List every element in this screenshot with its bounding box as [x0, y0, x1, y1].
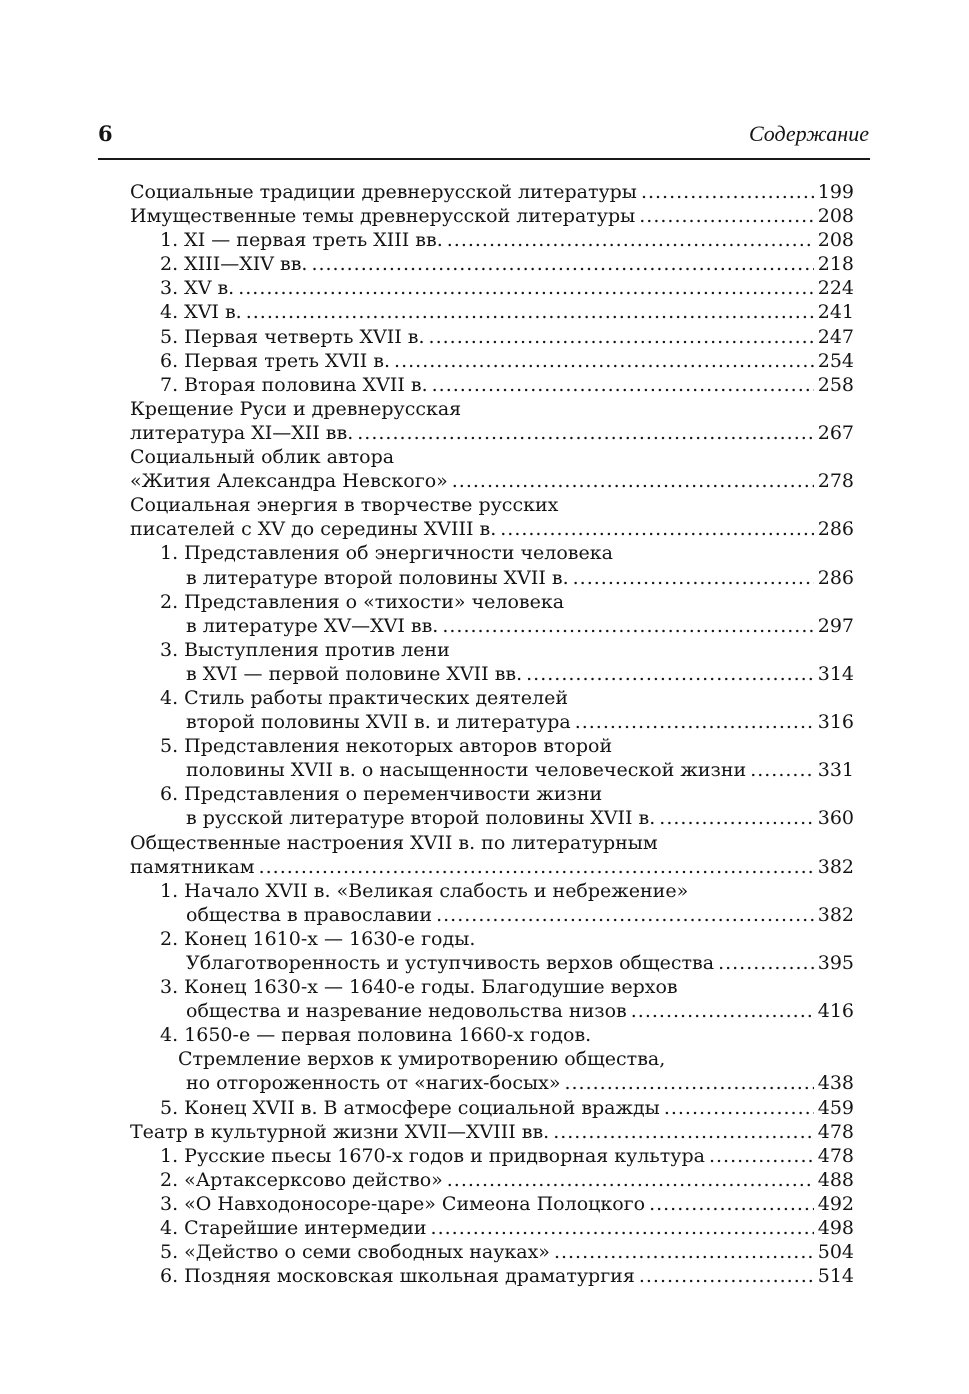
dot-leader — [526, 662, 814, 686]
toc-entry — [130, 1192, 854, 1216]
toc-entry — [130, 1240, 854, 1264]
dot-leader — [564, 1071, 814, 1095]
toc-entry-page: 254 — [817, 349, 854, 372]
toc-entry-title: общества в православии — [186, 903, 433, 926]
toc-entry-page: 286 — [817, 566, 854, 589]
toc-entry-title: 1. Русские пьесы 1670-х годов и придворная культура — [160, 1144, 705, 1167]
dot-leader — [553, 1120, 814, 1144]
toc-entry — [130, 1023, 854, 1047]
toc-entry-title: в литературе XV—XVI вв. — [186, 614, 439, 637]
toc-entry — [130, 1047, 854, 1071]
toc-entry — [130, 228, 854, 252]
toc-entry — [130, 1120, 854, 1144]
toc-entry — [130, 951, 854, 975]
toc-entry-title: 3. XV в. — [160, 277, 235, 300]
dot-leader — [664, 1096, 814, 1120]
toc-entry-page: 258 — [817, 373, 854, 396]
toc-entry-title: 4. 1650-е — первая половина 1660-х годов. — [160, 1024, 592, 1047]
toc-entry-page: 382 — [817, 855, 854, 878]
toc-entry-page: 382 — [817, 903, 854, 926]
toc-entry — [130, 999, 854, 1023]
toc-entry-page: 286 — [817, 518, 854, 541]
toc-entry — [130, 734, 854, 758]
toc-entry — [130, 517, 854, 541]
toc-entry-title: 6. Поздняя московская школьная драматургия — [160, 1265, 635, 1288]
toc-entry-title: 4. XVI в. — [160, 301, 242, 324]
toc-entry — [130, 855, 854, 879]
toc-entry-page: 492 — [817, 1192, 854, 1215]
toc-entry — [130, 1216, 854, 1240]
dot-leader — [429, 325, 814, 349]
toc-entry-title: 2. «Артаксерксово действо» — [160, 1168, 443, 1191]
toc-entry-title: 4. Стиль работы практических деятелей — [160, 686, 568, 709]
toc-entry — [130, 614, 854, 638]
toc-entry-title: литература XI—XII вв. — [130, 421, 354, 444]
toc-entry-title: но отгороженность от «нагих-босых» — [186, 1072, 561, 1095]
toc-entry — [130, 325, 854, 349]
toc-entry — [130, 1071, 854, 1095]
dot-leader — [238, 276, 814, 300]
toc-entry-title: в XVI — первой половине XVII вв. — [186, 662, 523, 685]
dot-leader — [639, 204, 814, 228]
toc-entry-page: 314 — [817, 662, 854, 685]
dot-leader — [452, 469, 814, 493]
toc-entry-title: в литературе второй половины XVII в. — [186, 566, 569, 589]
toc-entry — [130, 686, 854, 710]
toc-entry-title: 2. XIII—XIV вв. — [160, 253, 308, 276]
toc-entry-page: 504 — [817, 1241, 854, 1264]
toc-entry — [130, 662, 854, 686]
toc-entry-title: 3. «О Навходоносоре-царе» Симеона Полоцкого — [160, 1192, 646, 1215]
toc-entry — [130, 421, 854, 445]
dot-leader — [639, 1264, 814, 1288]
toc-entry — [130, 831, 854, 855]
dot-leader — [641, 180, 814, 204]
toc-entry-title: памятникам — [130, 855, 255, 878]
toc-entry — [130, 1144, 854, 1168]
toc-entry-title: 4. Старейшие интермедии — [160, 1217, 427, 1240]
toc-entry-title: второй половины XVII в. и литература — [186, 711, 571, 734]
toc-entry — [130, 349, 854, 373]
toc-entry-page: 241 — [817, 301, 854, 324]
toc-entry-page: 218 — [817, 253, 854, 276]
toc-entry-title: 5. Представления некоторых авторов второй — [160, 735, 613, 758]
toc-entry — [130, 710, 854, 734]
toc-entry-page: 208 — [817, 229, 854, 252]
toc-entry — [130, 903, 854, 927]
dot-leader — [631, 999, 814, 1023]
dot-leader — [447, 1168, 814, 1192]
toc-entry-title: Крещение Руси и древнерусская — [130, 397, 462, 420]
toc-entry-page: 488 — [817, 1168, 854, 1191]
toc-entry — [130, 180, 854, 204]
toc-entry-page: 199 — [817, 181, 854, 203]
toc-entry-page: 208 — [817, 205, 854, 228]
toc-entry-page: 514 — [817, 1265, 854, 1288]
toc-entry-title: Социальные традиции древнерусской литературы — [130, 181, 637, 203]
dot-leader — [718, 951, 814, 975]
toc-entry-title: 7. Вторая половина XVII в. — [160, 373, 428, 396]
toc-entry-page: 278 — [817, 470, 854, 493]
toc-entry — [130, 806, 854, 830]
toc-entry-title: 2. Конец 1610-х — 1630-е годы. — [160, 927, 476, 950]
toc-entry-page: 316 — [817, 711, 854, 734]
dot-leader — [750, 758, 814, 782]
dot-leader — [575, 710, 814, 734]
toc-entry — [130, 204, 854, 228]
toc-entry-page: 459 — [817, 1096, 854, 1119]
toc-entry-title: 5. «Действо о семи свободных науках» — [160, 1241, 550, 1264]
toc-entry-title: Ублаготворенность и уступчивость верхов общества — [186, 952, 715, 974]
toc-entry-page: 297 — [817, 614, 854, 637]
toc-entry — [130, 1168, 854, 1192]
toc-entry-title: 6. Представления о переменчивости жизни — [160, 783, 603, 806]
dot-leader — [649, 1192, 814, 1216]
dot-leader — [431, 1216, 814, 1240]
dot-leader — [259, 855, 814, 879]
toc-entry-title: Театр в культурной жизни XVII—XVIII вв. — [130, 1120, 550, 1143]
toc-entry — [130, 397, 854, 421]
toc-entry — [130, 758, 854, 782]
toc-entry — [130, 782, 854, 806]
toc-entry-page: 360 — [817, 807, 854, 830]
dot-leader — [447, 228, 814, 252]
toc-entry — [130, 1264, 854, 1288]
dot-leader — [357, 421, 814, 445]
dot-leader — [311, 252, 814, 276]
toc-entry-page: 478 — [817, 1144, 854, 1167]
toc-entry-page: 498 — [817, 1217, 854, 1240]
toc-entry-title: 5. Конец XVII в. В атмосфере социальной вражды — [160, 1096, 660, 1119]
toc-entry-title: Социальная энергия в творчестве русских — [130, 494, 559, 517]
toc-entry — [130, 1096, 854, 1120]
toc-entry — [130, 300, 854, 324]
dot-leader — [442, 614, 814, 638]
toc-entry — [130, 445, 854, 469]
toc-entry-page: 438 — [817, 1072, 854, 1095]
table-of-contents — [130, 180, 854, 1288]
toc-entry-title: 6. Первая треть XVII в. — [160, 349, 391, 372]
dot-leader — [573, 566, 814, 590]
page-number: 6 — [98, 121, 113, 146]
toc-entry — [130, 638, 854, 662]
toc-entry-page: 331 — [817, 759, 854, 782]
toc-entry — [130, 590, 854, 614]
toc-entry-title: Социальный облик автора — [130, 446, 395, 469]
toc-entry-title: в русской литературе второй половины XVII в. — [186, 807, 656, 830]
toc-entry — [130, 493, 854, 517]
toc-entry-page: 478 — [817, 1120, 854, 1143]
dot-leader — [500, 517, 814, 541]
toc-entry-title: Стремление верхов к умиротворению общества, — [178, 1048, 666, 1071]
toc-entry-title: 1. Начало XVII в. «Великая слабость и небрежение» — [160, 879, 689, 902]
toc-entry-page: 247 — [817, 325, 854, 348]
toc-entry — [130, 541, 854, 565]
toc-entry-page: 267 — [817, 421, 854, 444]
toc-entry-title: 3. Конец 1630-х — 1640-е годы. Благодушие верхов — [160, 976, 678, 999]
dot-leader — [709, 1144, 814, 1168]
toc-entry-title: 1. XI — первая треть XIII вв. — [160, 229, 443, 252]
toc-entry-title: 1. Представления об энергичности человека — [160, 542, 613, 565]
toc-entry-title: писателей с XV до середины XVIII в. — [130, 518, 497, 541]
toc-entry-page: 416 — [817, 1000, 854, 1023]
toc-entry — [130, 276, 854, 300]
toc-entry-title: Имущественные темы древнерусской литературы — [130, 205, 636, 228]
toc-entry — [130, 252, 854, 276]
dot-leader — [554, 1240, 814, 1264]
toc-entry — [130, 566, 854, 590]
toc-entry — [130, 927, 854, 951]
toc-entry-title: половины XVII в. о насыщенности человеческой жизни — [186, 759, 747, 782]
toc-entry-title: 3. Выступления против лени — [160, 638, 450, 661]
toc-entry-page: 395 — [817, 952, 854, 974]
dot-leader — [246, 300, 814, 324]
toc-entry-title: 2. Представления о «тихости» человека — [160, 590, 565, 613]
toc-entry — [130, 879, 854, 903]
toc-entry-title: Общественные настроения XVII в. по литературным — [130, 831, 658, 854]
dot-leader — [394, 349, 814, 373]
toc-entry-page: 224 — [817, 277, 854, 300]
dot-leader — [436, 903, 814, 927]
toc-entry — [130, 975, 854, 999]
header-rule — [98, 158, 870, 160]
toc-entry-title: общества и назревание недовольства низов — [186, 1000, 627, 1023]
dot-leader — [432, 373, 814, 397]
toc-entry-title: «Жития Александра Невского» — [130, 470, 448, 493]
toc-entry-title: 5. Первая четверть XVII в. — [160, 325, 425, 348]
toc-entry — [130, 373, 854, 397]
dot-leader — [659, 806, 814, 830]
running-title: Содержание — [748, 121, 869, 146]
toc-entry — [130, 469, 854, 493]
